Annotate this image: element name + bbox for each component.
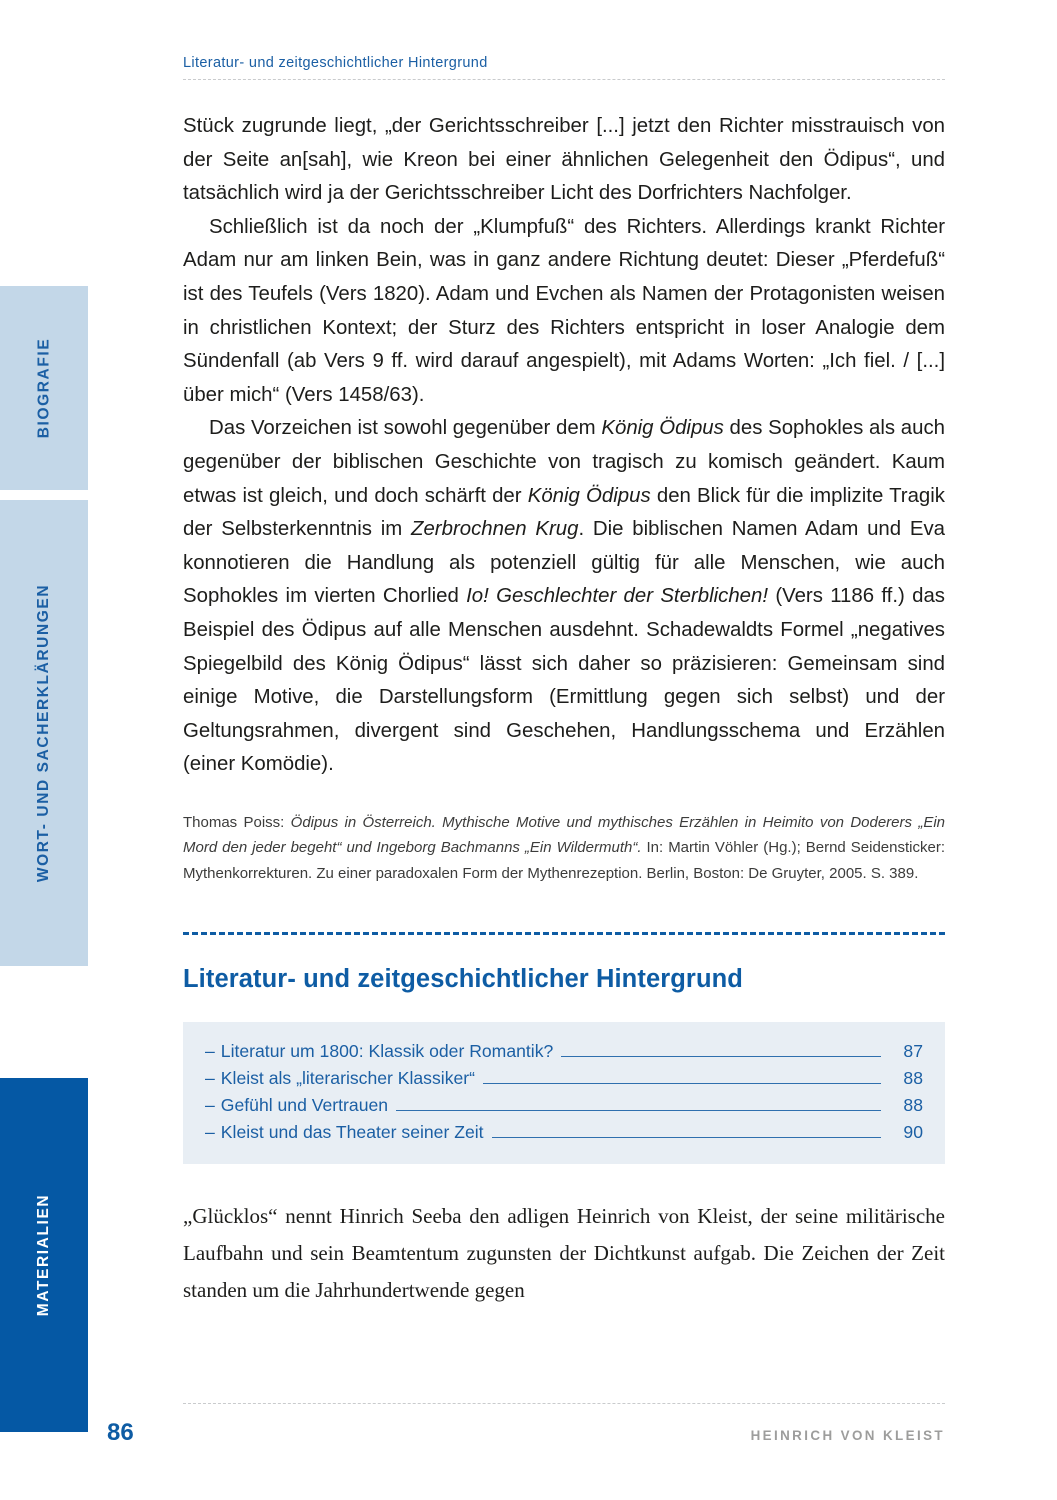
side-tab-materialien-label: MATERIALIEN <box>35 1193 52 1317</box>
body-paragraph-3 <box>183 412 945 782</box>
toc-entry-page: 88 <box>903 1068 923 1089</box>
content-column <box>183 0 945 1309</box>
toc-entry[interactable] <box>205 1119 923 1146</box>
toc-entry-page: 87 <box>903 1041 923 1062</box>
section-contents-box <box>183 1022 945 1164</box>
toc-entry-title: Kleist und das Theater seiner Zeit <box>220 1122 484 1143</box>
toc-entry-title: Literatur um 1800: Klassik oder Romantik? <box>220 1041 554 1062</box>
toc-leader-line <box>492 1137 881 1138</box>
citation-title: Ödipus in Österreich. Mythische Motive und mythisches Erzählen in Heimito von Doderers „Ein Mord den jeder begeht“ und Ingeborg Bachmanns „Ein Wildermuth“. <box>183 813 945 857</box>
section-heading: Literatur- und zeitgeschichtlicher Hintergrund <box>183 965 743 994</box>
toc-entry-page: 90 <box>903 1122 923 1143</box>
toc-leader-line <box>396 1110 881 1111</box>
body-paragraph-1: Stück zugrunde liegt, „der Gerichtsschreiber [...] jetzt den Richter misstrauisch von der Seite an[sah], wie Kreon bei einer ähnlichen Gelegenheit den Ödipus“, und tatsächlich wird ja der Gerichtsschreiber Licht des Dorfrichters Nachfolger. <box>183 115 945 205</box>
toc-dash-icon: – <box>205 1122 215 1143</box>
toc-entry-title: Gefühl und Vertrauen <box>220 1095 389 1116</box>
section-divider <box>183 932 945 935</box>
p3-seg-c: des Sophokles als auch gegenüber der biblischen Geschichte von tragisch zu komisch geändert. Kaum etwas ist gleich, und doch schärft der <box>183 417 946 507</box>
citation-publication: In: Martin Vöhler (Hg.); Bernd Seidensticker: Mythenkorrekturen. Zu einer paradoxalen Form der Mythenrezeption. Berlin, Boston: De Gruyter, 2005. S. 389. <box>183 839 945 882</box>
p3-seg-a: Das Vorzeichen ist sowohl gegenüber dem <box>209 417 602 440</box>
toc-entry[interactable] <box>205 1065 923 1092</box>
source-citation <box>183 810 945 886</box>
side-tab-biografie-label: BIOGRAFIE <box>35 337 53 439</box>
toc-entry[interactable] <box>205 1092 923 1119</box>
p3-seg-e: den Blick für die implizite Tragik der Selbsterkenntnis im <box>183 484 945 541</box>
footer-divider <box>183 1403 945 1404</box>
toc-leader-line <box>561 1056 881 1057</box>
closing-paragraph: „Glücklos“ nennt Hinrich Seeba den adligen Heinrich von Kleist, der seine militärische Laufbahn und sein Beamtentum zugunsten der Dichtkunst aufgab. Die Zeichen der Zeit standen um die Jahrhundertwende gegen <box>183 1204 945 1303</box>
running-head-divider <box>183 79 945 80</box>
p3-seg-g: . Die biblischen Namen Adam und Eva konnotieren die Handlung als potenziell gültig für alle Menschen, wie auch Sophokles im vierten Chorlied <box>183 518 945 608</box>
toc-dash-icon: – <box>205 1095 215 1116</box>
p3-title-zerbrochnen-krug: Zerbrochnen Krug <box>411 518 579 541</box>
side-tab-materialien[interactable] <box>0 1078 88 1432</box>
side-tab-wort-und-sacherklaerungen[interactable] <box>0 500 88 966</box>
body-paragraph-2: Schließlich ist da noch der „Klumpfuß“ des Richters. Allerdings krankt Richter Adam nur am linken Bein, was in ganz andere Richtung deutet: Dieser „Pferdefuß“ ist des Teufels (Vers 1820). Adam und Evchen als Namen der Protagonisten weisen in christlichen Kontext; der Sturz des Richters entspricht in loser Analogie dem Sündenfall (ab Vers 9 ff. wird darauf angespielt), mit Adams Worten: „Ich fiel. / [...] über mich“ (Vers 1458/63). <box>183 215 945 406</box>
p3-title-io-geschlechter: Io! Geschlechter der Sterblichen! <box>466 585 769 608</box>
side-tab-biografie[interactable] <box>0 286 88 490</box>
citation-author: Thomas Poiss: <box>183 813 291 831</box>
page-number: 86 <box>107 1419 134 1446</box>
footer-book-title: HEINRICH VON KLEIST <box>750 1428 945 1443</box>
running-head: Literatur- und zeitgeschichtlicher Hintergrund <box>183 55 488 71</box>
p3-seg-i: (Vers 1186 ff.) das Beispiel des Ödipus auf alle Menschen ausdehnt. Schadewaldts Formel „negatives Spiegelbild des König Ödipus“ lässt sich daher so präzisieren: Gemeinsam sind einige Motive, die Darstellungsform (Ermittlung gegen sich selbst) und der Geltungsrahmen, divergent sind Geschehen, Handlungsschema und Erzählen (einer Komödie). <box>183 585 945 776</box>
toc-dash-icon: – <box>205 1068 215 1089</box>
side-tab-wort-und-sacherklaerungen-label: WORT- UND SACHERKLÄRUNGEN <box>35 583 53 883</box>
toc-entry-title: Kleist als „literarischer Klassiker“ <box>220 1068 475 1089</box>
toc-entry-page: 88 <box>903 1095 923 1116</box>
toc-dash-icon: – <box>205 1041 215 1062</box>
p3-title-koenig-oedipus-1: König Ödipus <box>601 417 724 440</box>
p3-title-koenig-oedipus-2: König Ödipus <box>527 484 651 507</box>
toc-leader-line <box>483 1083 881 1084</box>
toc-entry[interactable] <box>205 1038 923 1065</box>
